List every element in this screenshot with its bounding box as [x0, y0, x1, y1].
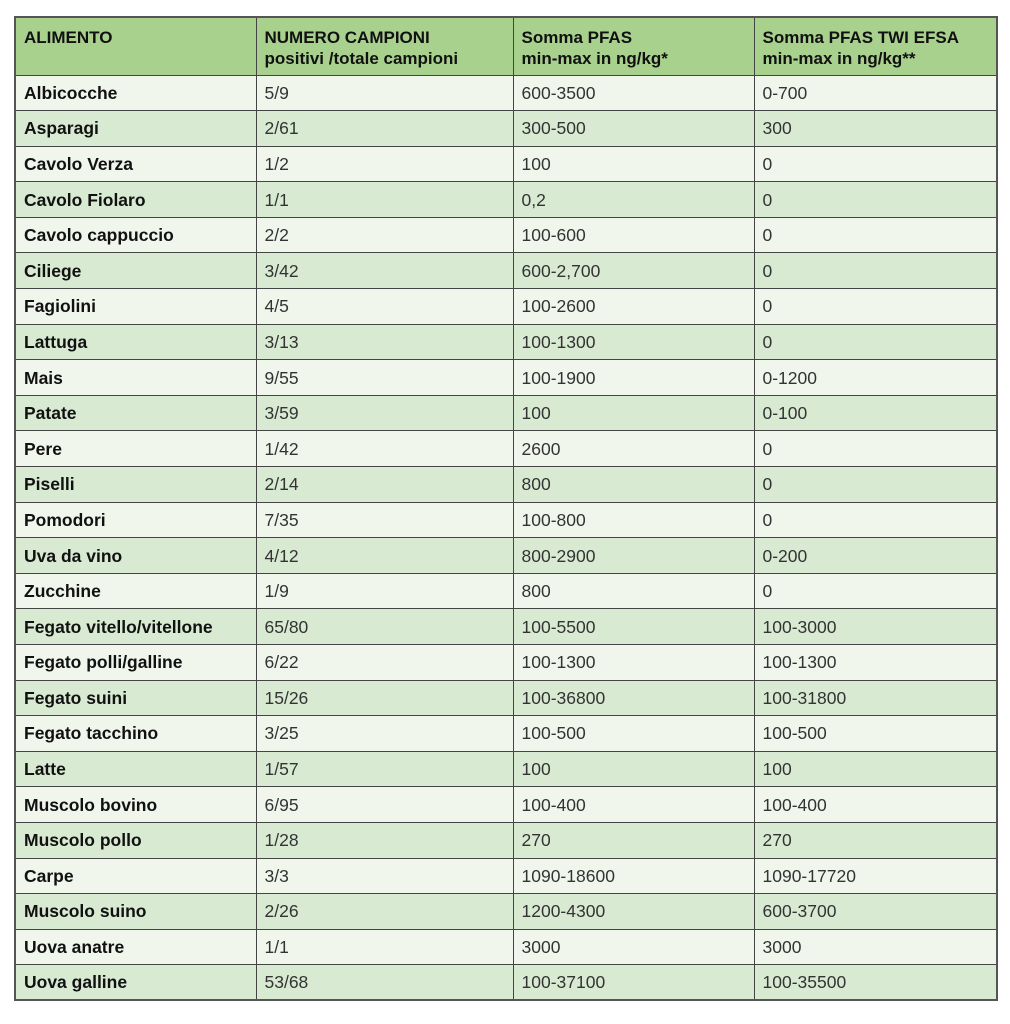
- cell-campioni: 3/13: [256, 324, 513, 360]
- table-row: [15, 111, 997, 147]
- cell-alimento: Fegato tacchino: [15, 716, 256, 752]
- cell-somma-twi: 100-35500: [754, 965, 997, 1001]
- cell-campioni: 2/61: [256, 111, 513, 147]
- cell-somma-pfas: 0,2: [513, 182, 754, 218]
- cell-campioni: 53/68: [256, 965, 513, 1001]
- cell-campioni: 1/28: [256, 822, 513, 858]
- cell-campioni: 3/59: [256, 395, 513, 431]
- pfas-food-table: [14, 16, 998, 1001]
- cell-somma-pfas: 600-2,700: [513, 253, 754, 289]
- cell-somma-twi: 0: [754, 467, 997, 503]
- header-somma-twi: [754, 17, 997, 75]
- cell-alimento: Uova galline: [15, 965, 256, 1001]
- header-alimento: [15, 17, 256, 75]
- cell-somma-pfas: 100: [513, 146, 754, 182]
- table-row: [15, 751, 997, 787]
- table-body: [15, 75, 997, 1000]
- cell-somma-pfas: 100-2600: [513, 289, 754, 325]
- table-row: [15, 360, 997, 396]
- cell-campioni: 9/55: [256, 360, 513, 396]
- cell-somma-pfas: 300-500: [513, 111, 754, 147]
- header-somma-pfas-line1: Somma PFAS: [521, 28, 633, 47]
- cell-somma-twi: 3000: [754, 929, 997, 965]
- cell-alimento: Cavolo cappuccio: [15, 217, 256, 253]
- table-row: [15, 395, 997, 431]
- cell-somma-twi: 0: [754, 146, 997, 182]
- cell-somma-twi: 0: [754, 431, 997, 467]
- cell-somma-pfas: 100: [513, 751, 754, 787]
- table-header: [15, 17, 997, 75]
- cell-somma-twi: 0: [754, 324, 997, 360]
- table-row: [15, 75, 997, 111]
- cell-somma-pfas: 100-800: [513, 502, 754, 538]
- table-row: [15, 289, 997, 325]
- cell-alimento: Ciliege: [15, 253, 256, 289]
- cell-somma-twi: 100-3000: [754, 609, 997, 645]
- cell-alimento: Uva da vino: [15, 538, 256, 574]
- cell-somma-pfas: 3000: [513, 929, 754, 965]
- header-alimento-line1: ALIMENTO: [24, 28, 113, 47]
- cell-somma-twi: 100-400: [754, 787, 997, 823]
- header-row: [15, 17, 997, 75]
- table-row: [15, 787, 997, 823]
- cell-somma-pfas: 800: [513, 467, 754, 503]
- cell-campioni: 1/2: [256, 146, 513, 182]
- cell-campioni: 3/25: [256, 716, 513, 752]
- cell-somma-twi: 0: [754, 217, 997, 253]
- cell-alimento: Patate: [15, 395, 256, 431]
- table-row: [15, 929, 997, 965]
- cell-alimento: Asparagi: [15, 111, 256, 147]
- cell-alimento: Fegato vitello/vitellone: [15, 609, 256, 645]
- cell-campioni: 6/22: [256, 645, 513, 681]
- cell-alimento: Piselli: [15, 467, 256, 503]
- cell-somma-twi: 100: [754, 751, 997, 787]
- cell-alimento: Cavolo Fiolaro: [15, 182, 256, 218]
- header-numero-campioni-line2: positivi /totale campioni: [264, 49, 459, 68]
- cell-somma-pfas: 800-2900: [513, 538, 754, 574]
- cell-campioni: 2/14: [256, 467, 513, 503]
- table-row: [15, 431, 997, 467]
- cell-alimento: Albicocche: [15, 75, 256, 111]
- cell-campioni: 1/1: [256, 929, 513, 965]
- header-somma-twi-line1: Somma PFAS TWI EFSA: [762, 28, 959, 47]
- cell-somma-pfas: 2600: [513, 431, 754, 467]
- cell-campioni: 5/9: [256, 75, 513, 111]
- cell-campioni: 7/35: [256, 502, 513, 538]
- cell-campioni: 65/80: [256, 609, 513, 645]
- table-row: [15, 965, 997, 1001]
- table-row: [15, 680, 997, 716]
- cell-somma-pfas: 100-36800: [513, 680, 754, 716]
- cell-alimento: Pere: [15, 431, 256, 467]
- table-row: [15, 858, 997, 894]
- table-row: [15, 146, 997, 182]
- cell-alimento: Zucchine: [15, 573, 256, 609]
- table-row: [15, 538, 997, 574]
- cell-campioni: 1/57: [256, 751, 513, 787]
- table-row: [15, 645, 997, 681]
- cell-somma-twi: 0-1200: [754, 360, 997, 396]
- cell-campioni: 4/5: [256, 289, 513, 325]
- cell-somma-pfas: 100-600: [513, 217, 754, 253]
- cell-somma-twi: 0: [754, 253, 997, 289]
- cell-somma-twi: 1090-17720: [754, 858, 997, 894]
- cell-somma-twi: 100-1300: [754, 645, 997, 681]
- header-somma-pfas: [513, 17, 754, 75]
- cell-alimento: Pomodori: [15, 502, 256, 538]
- cell-somma-pfas: 100-37100: [513, 965, 754, 1001]
- cell-somma-pfas: 270: [513, 822, 754, 858]
- cell-somma-twi: 0-200: [754, 538, 997, 574]
- table-row: [15, 716, 997, 752]
- cell-somma-pfas: 100: [513, 395, 754, 431]
- cell-somma-twi: 0: [754, 182, 997, 218]
- cell-campioni: 2/2: [256, 217, 513, 253]
- cell-somma-twi: 0: [754, 289, 997, 325]
- cell-somma-pfas: 100-1300: [513, 645, 754, 681]
- table-row: [15, 253, 997, 289]
- cell-somma-pfas: 800: [513, 573, 754, 609]
- cell-somma-twi: 100-31800: [754, 680, 997, 716]
- cell-campioni: 6/95: [256, 787, 513, 823]
- cell-campioni: 3/42: [256, 253, 513, 289]
- cell-alimento: Muscolo suino: [15, 894, 256, 930]
- cell-somma-twi: 300: [754, 111, 997, 147]
- cell-alimento: Muscolo pollo: [15, 822, 256, 858]
- cell-campioni: 4/12: [256, 538, 513, 574]
- table-row: [15, 182, 997, 218]
- table-row: [15, 324, 997, 360]
- cell-alimento: Cavolo Verza: [15, 146, 256, 182]
- table-row: [15, 894, 997, 930]
- table-row: [15, 822, 997, 858]
- cell-campioni: 1/9: [256, 573, 513, 609]
- cell-somma-twi: 0-100: [754, 395, 997, 431]
- cell-somma-twi: 0-700: [754, 75, 997, 111]
- cell-somma-pfas: 100-5500: [513, 609, 754, 645]
- cell-somma-pfas: 1090-18600: [513, 858, 754, 894]
- cell-somma-twi: 0: [754, 502, 997, 538]
- cell-alimento: Mais: [15, 360, 256, 396]
- table-row: [15, 217, 997, 253]
- cell-somma-pfas: 100-1900: [513, 360, 754, 396]
- table-row: [15, 467, 997, 503]
- cell-somma-pfas: 600-3500: [513, 75, 754, 111]
- cell-alimento: Latte: [15, 751, 256, 787]
- table-row: [15, 573, 997, 609]
- cell-somma-pfas: 100-500: [513, 716, 754, 752]
- cell-campioni: 1/42: [256, 431, 513, 467]
- cell-alimento: Muscolo bovino: [15, 787, 256, 823]
- cell-somma-pfas: 100-400: [513, 787, 754, 823]
- cell-campioni: 2/26: [256, 894, 513, 930]
- cell-somma-pfas: 1200-4300: [513, 894, 754, 930]
- cell-alimento: Fegato suini: [15, 680, 256, 716]
- header-somma-pfas-line2: min-max in ng/kg*: [521, 49, 668, 68]
- cell-somma-twi: 600-3700: [754, 894, 997, 930]
- cell-alimento: Fagiolini: [15, 289, 256, 325]
- cell-alimento: Uova anatre: [15, 929, 256, 965]
- table-row: [15, 609, 997, 645]
- cell-campioni: 1/1: [256, 182, 513, 218]
- header-somma-twi-line2: min-max in ng/kg**: [762, 49, 916, 68]
- table-row: [15, 502, 997, 538]
- header-numero-campioni: [256, 17, 513, 75]
- header-numero-campioni-line1: NUMERO CAMPIONI: [264, 28, 430, 47]
- cell-somma-pfas: 100-1300: [513, 324, 754, 360]
- cell-campioni: 15/26: [256, 680, 513, 716]
- cell-campioni: 3/3: [256, 858, 513, 894]
- cell-alimento: Carpe: [15, 858, 256, 894]
- cell-somma-twi: 270: [754, 822, 997, 858]
- cell-somma-twi: 0: [754, 573, 997, 609]
- cell-alimento: Lattuga: [15, 324, 256, 360]
- cell-somma-twi: 100-500: [754, 716, 997, 752]
- cell-alimento: Fegato polli/galline: [15, 645, 256, 681]
